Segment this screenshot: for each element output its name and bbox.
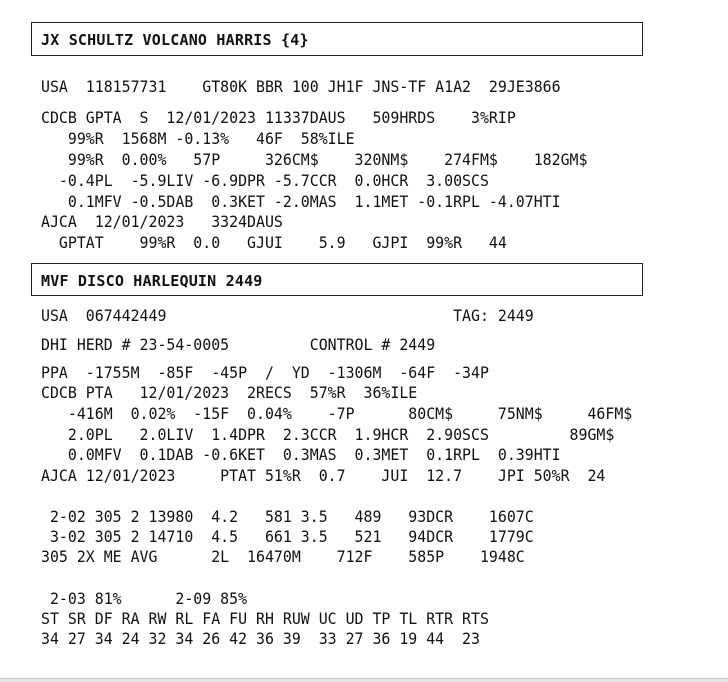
animal1-title-box [31, 22, 643, 56]
animal1-milk-line: 99%R 1568M -0.13% 46F 58%ILE [41, 129, 355, 148]
animal1-wellness-line: 0.1MFV -0.5DAB 0.3KET -2.0MAS 1.1MET -0.1RPL -4.07HTI [41, 192, 561, 211]
page-bottom-border [0, 678, 728, 682]
animal1-gptat-line: GPTAT 99%R 0.0 GJUI 5.9 GJPI 99%R 44 [41, 233, 507, 252]
classification-scores: 2-03 81% 2-09 85% [41, 589, 248, 608]
animal2-title: MVF DISCO HARLEQUIN 2449 [41, 272, 263, 290]
lactation-average: 305 2X ME AVG 2L 16470M 712F 585P 1948C [41, 547, 525, 566]
animal2-title-box [31, 263, 643, 296]
linear-traits-values: 34 27 34 24 32 34 26 42 36 39 33 27 36 19 44 23 [41, 629, 480, 648]
animal2-pta-line: CDCB PTA 12/01/2023 2RECS 57%R 36%ILE [41, 383, 418, 402]
animal2-health-line: 2.0PL 2.0LIV 1.4DPR 2.3CCR 1.9HCR 2.90SCS 89GM$ [41, 425, 615, 444]
animal1-title: JX SCHULTZ VOLCANO HARRIS {4} [41, 31, 309, 49]
lactation-record-2: 3-02 305 2 14710 4.5 661 3.5 521 94DCR 1779C [41, 527, 534, 546]
animal2-wellness-line: 0.0MFV 0.1DAB -0.6KET 0.3MAS 0.3MET 0.1RPL 0.39HTI [41, 445, 561, 464]
animal2-milk-line: -416M 0.02% -15F 0.04% -7P 80CM$ 75NM$ 46FM$ [41, 404, 633, 423]
animal2-id-line: USA 067442449 TAG: 2449 [41, 306, 534, 325]
animal1-id-line: USA 118157731 GT80K BBR 100 JH1F JNS-TF A1A2 29JE3866 [41, 77, 561, 96]
animal1-health-line: -0.4PL -5.9LIV -6.9DPR -5.7CCR 0.0HCR 3.00SCS [41, 171, 489, 190]
animal2-herd-line: DHI HERD # 23-54-0005 CONTROL # 2449 [41, 335, 436, 354]
linear-traits-header: ST SR DF RA RW RL FA FU RH RUW UC UD TP TL RTR RTS [41, 609, 489, 628]
lactation-record-1: 2-02 305 2 13980 4.2 581 3.5 489 93DCR 1607C [41, 507, 534, 526]
animal1-gpta-line: CDCB GPTA S 12/01/2023 11337DAUS 509HRDS 3%RIP [41, 108, 516, 127]
animal2-ppa-line: PPA -1755M -85F -45P / YD -1306M -64F -34P [41, 363, 489, 382]
animal2-ajca-line: AJCA 12/01/2023 PTAT 51%R 0.7 JUI 12.7 JPI 50%R 24 [41, 466, 606, 485]
animal1-ajca-line: AJCA 12/01/2023 3324DAUS [41, 212, 283, 231]
animal1-dollar-line: 99%R 0.00% 57P 326CM$ 320NM$ 274FM$ 182GM$ [41, 150, 588, 169]
